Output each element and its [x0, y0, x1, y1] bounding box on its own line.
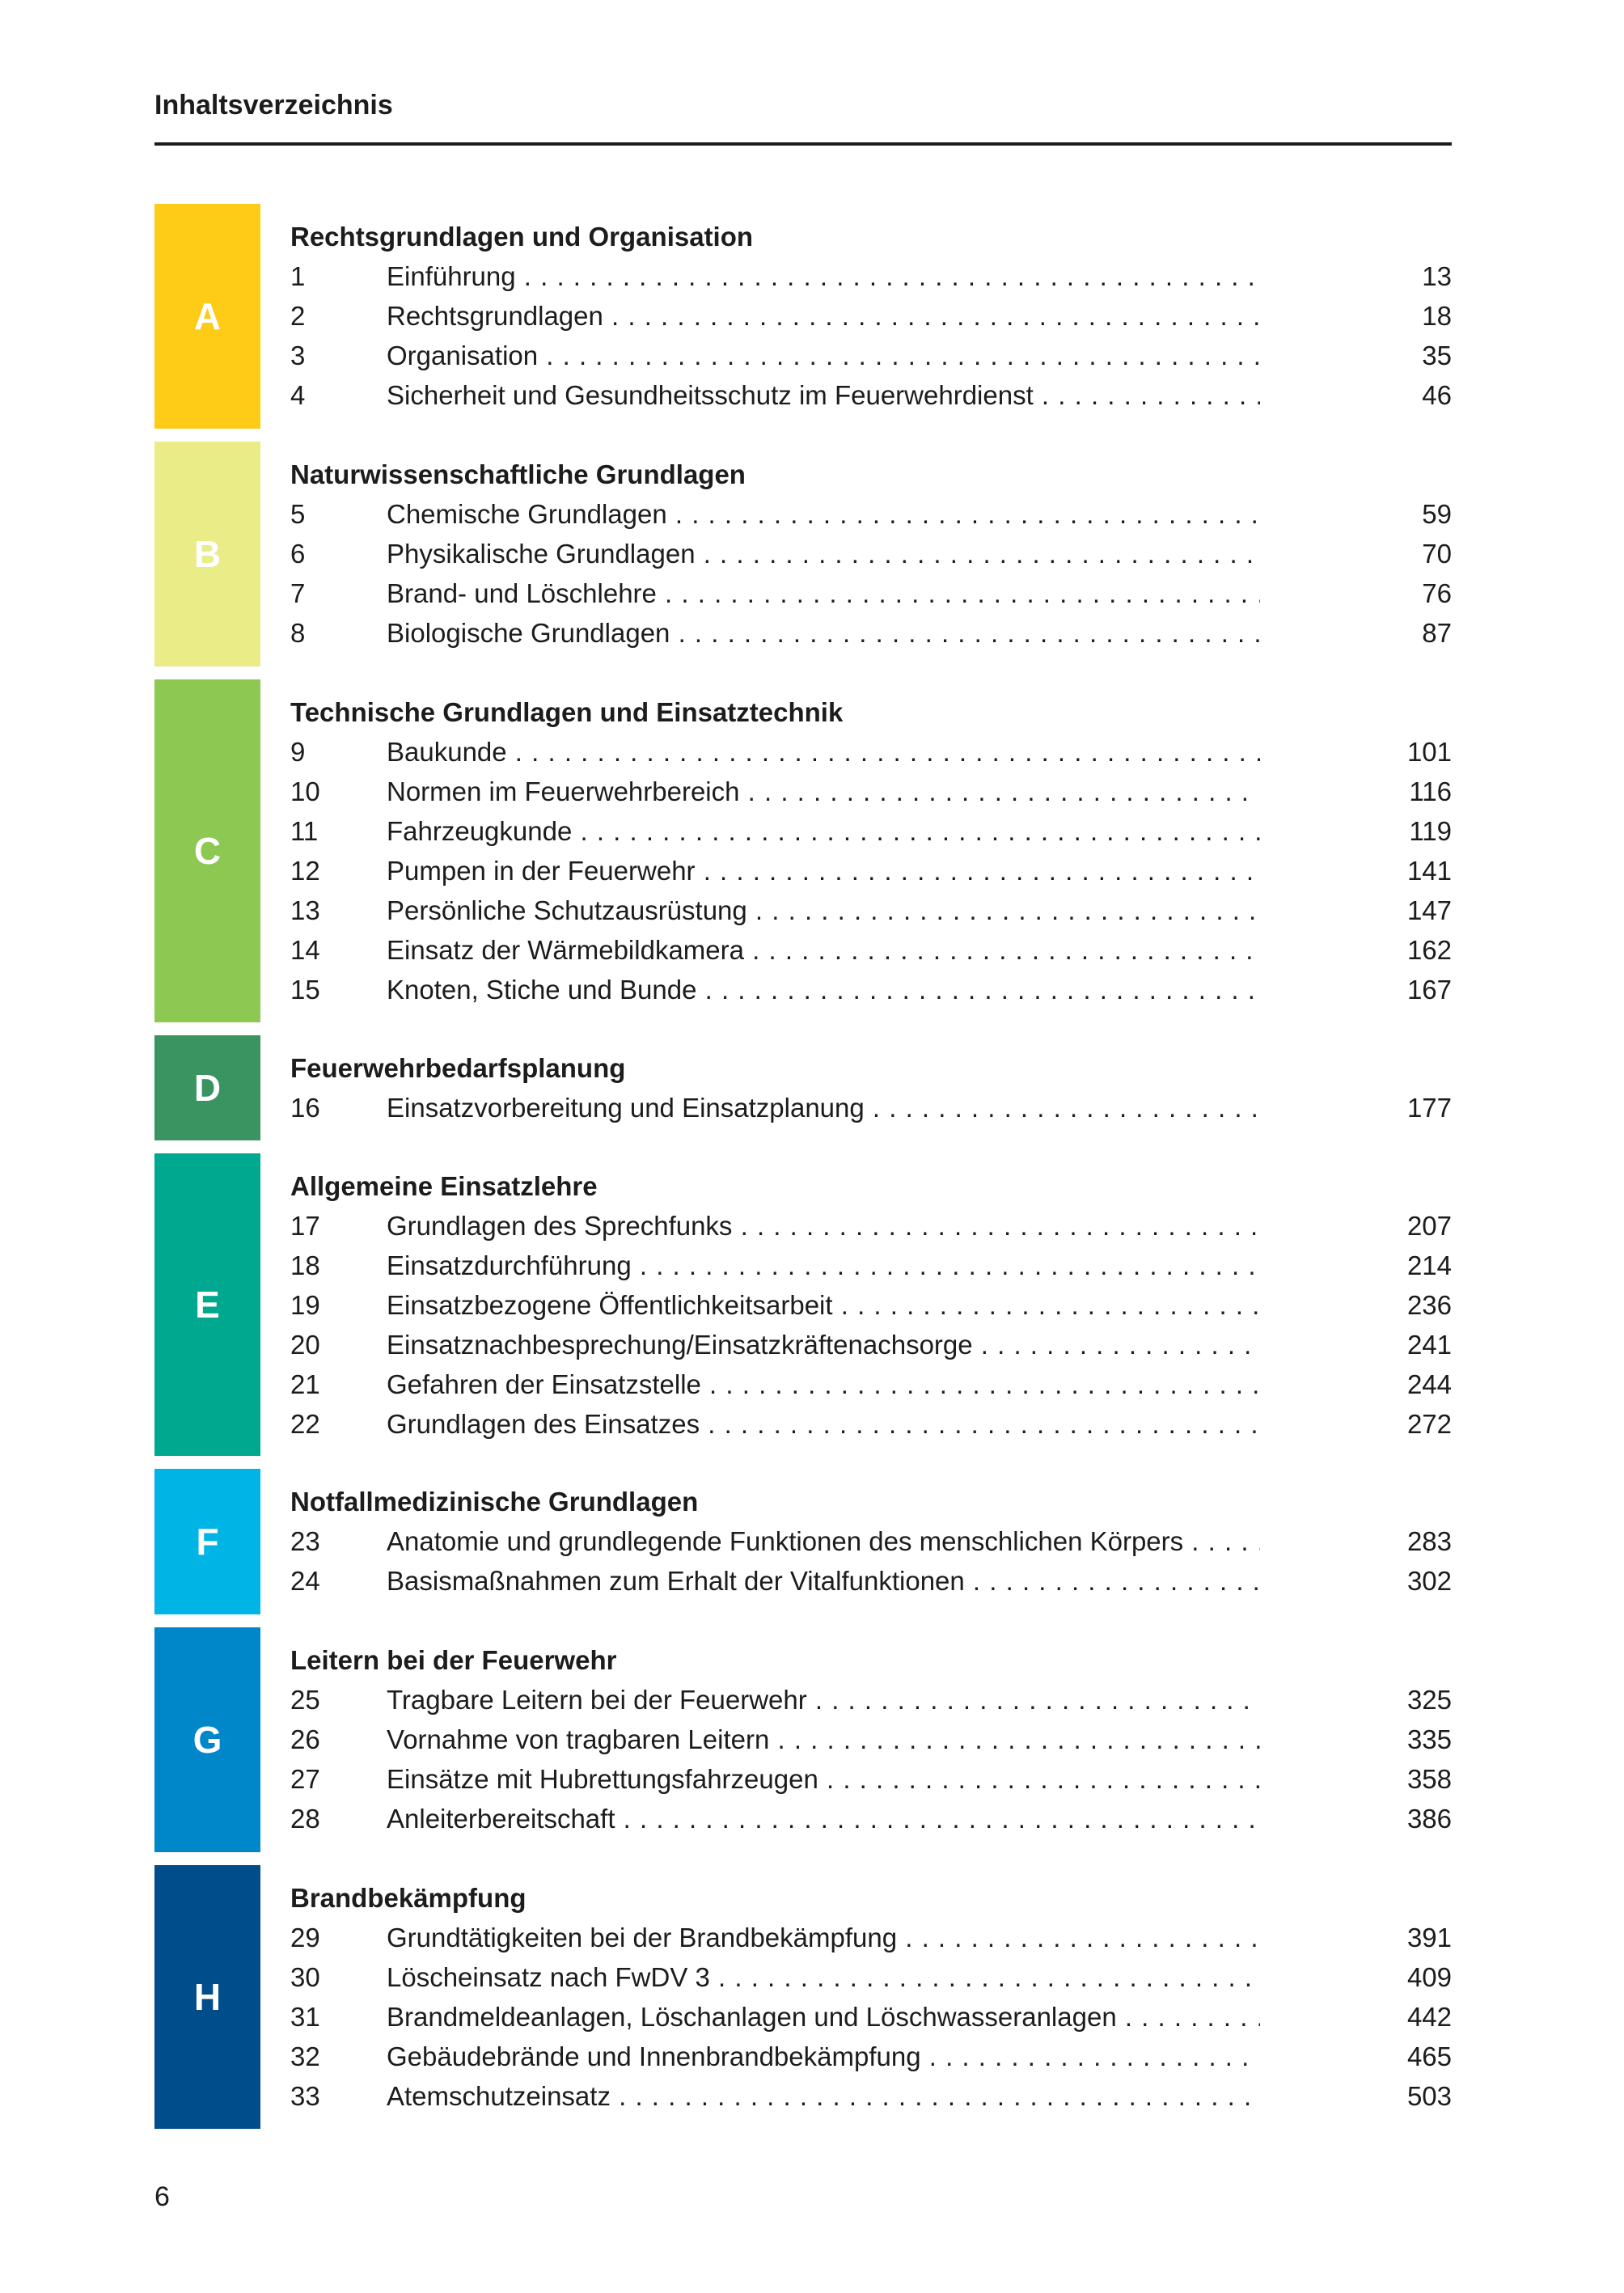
chapter-number: 23: [290, 1526, 320, 1556]
chapter-number: 9: [290, 737, 306, 767]
section-content: [290, 692, 1452, 1009]
toc-entry[interactable]: [290, 1285, 1452, 1325]
chapter-title: Einsatzdurchführung . . .: [387, 1246, 1260, 1285]
page-ref: 141: [1406, 856, 1452, 886]
chapter-title: Knoten, Stiche und Bunde . . .: [387, 970, 1260, 1009]
chapter-title: Vornahme von tragbaren Leitern . . .: [387, 1720, 1260, 1759]
chapter-number: 31: [290, 2002, 320, 2032]
chapter-title: Gefahren der Einsatzstelle . . .: [387, 1364, 1260, 1404]
page-ref: 335: [1406, 1724, 1452, 1754]
page-ref: 207: [1406, 1211, 1452, 1241]
section-tab: [154, 679, 260, 1022]
chapter-number: 5: [290, 499, 306, 529]
chapter-number: 32: [290, 2041, 320, 2071]
page-ref: 272: [1406, 1409, 1452, 1439]
toc-entry[interactable]: [290, 1997, 1452, 2037]
page-ref: 59: [1422, 499, 1452, 529]
section-title: Leitern bei der Feuerwehr: [290, 1645, 617, 1675]
section-letter: E: [195, 1284, 220, 1326]
toc-entry[interactable]: [290, 1246, 1452, 1285]
chapter-title: Biologische Grundlagen . . .: [387, 613, 1260, 653]
chapter-title: Physikalische Grundlagen . . .: [387, 534, 1260, 573]
section-title: Technische Grundlagen und Einsatztechnik: [290, 697, 844, 727]
toc-entry[interactable]: [290, 375, 1452, 415]
chapter-title: Chemische Grundlagen . . .: [387, 494, 1260, 534]
page-ref: 35: [1422, 341, 1452, 370]
chapter-title: Brandmeldeanlagen, Löschanlagen und Löschwasseranlagen . . .: [387, 1997, 1260, 2037]
toc-entry[interactable]: [290, 1720, 1452, 1759]
chapter-title: Grundtätigkeiten bei der Brandbekämpfung . . .: [387, 1918, 1260, 1957]
chapter-number: 22: [290, 1409, 320, 1439]
toc-entry[interactable]: [290, 494, 1452, 534]
page-title: Inhaltsverzeichnis: [154, 90, 393, 121]
toc-entry[interactable]: [290, 1325, 1452, 1364]
page-ref: 391: [1406, 1923, 1452, 1952]
chapter-title: Baukunde . . .: [387, 732, 1260, 772]
page-ref: 325: [1406, 1685, 1452, 1715]
toc-entry[interactable]: [290, 534, 1452, 573]
toc-entry[interactable]: [290, 930, 1452, 970]
page-ref: 241: [1406, 1330, 1452, 1360]
chapter-number: 10: [290, 776, 320, 806]
section-title: Brandbekämpfung: [290, 1883, 527, 1913]
page-ref: 167: [1406, 975, 1452, 1005]
chapter-number: 27: [290, 1764, 320, 1794]
toc-entry[interactable]: [290, 1364, 1452, 1404]
chapter-number: 30: [290, 1962, 320, 1992]
chapter-number: 2: [290, 301, 306, 331]
page-ref: 244: [1406, 1369, 1452, 1399]
section-tab: [154, 442, 260, 666]
toc-entry[interactable]: [290, 732, 1452, 772]
header-rule: [154, 142, 1452, 146]
chapter-title: Atemschutzeinsatz . . .: [387, 2076, 1260, 2116]
page-ref: 18: [1422, 301, 1452, 331]
toc-entry[interactable]: [290, 2076, 1452, 2116]
section-content: [290, 1878, 1452, 2116]
toc-entry[interactable]: [290, 296, 1452, 336]
chapter-title: Anleiterbereitschaft . . .: [387, 1799, 1260, 1838]
chapter-number: 15: [290, 975, 320, 1005]
page-number: 6: [154, 2181, 170, 2212]
section-content: [290, 1482, 1452, 1601]
page-ref: 162: [1406, 935, 1452, 965]
chapter-title: Organisation . . .: [387, 336, 1260, 375]
chapter-title: Fahrzeugkunde . . .: [387, 811, 1260, 851]
chapter-number: 24: [290, 1566, 320, 1596]
section-tab: [154, 1865, 260, 2129]
page-ref: 70: [1422, 539, 1452, 569]
section-tab: [154, 1153, 260, 1456]
section-content: [290, 217, 1452, 415]
chapter-number: 26: [290, 1724, 320, 1754]
page-ref: 302: [1406, 1566, 1452, 1596]
chapter-title: Normen im Feuerwehrbereich . . .: [387, 772, 1260, 811]
chapter-number: 18: [290, 1250, 320, 1280]
chapter-title: Einführung . . .: [387, 256, 1260, 296]
toc-entry[interactable]: [290, 1799, 1452, 1838]
chapter-title: Grundlagen des Sprechfunks . . .: [387, 1206, 1260, 1246]
section-title: Rechtsgrundlagen und Organisation: [290, 222, 754, 252]
section-letter: F: [196, 1521, 219, 1563]
toc-entry[interactable]: [290, 1561, 1452, 1601]
chapter-number: 29: [290, 1923, 320, 1952]
chapter-number: 1: [290, 261, 306, 291]
toc-section-g: [154, 1627, 1452, 1852]
chapter-number: 11: [290, 816, 319, 846]
page-ref: 283: [1406, 1526, 1452, 1556]
chapter-title: Tragbare Leitern bei der Feuerwehr . . .: [387, 1680, 1260, 1720]
section-tab: [154, 1035, 260, 1140]
chapter-title: Grundlagen des Einsatzes . . .: [387, 1404, 1260, 1444]
section-letter: C: [193, 830, 222, 872]
toc-section-d: [154, 1035, 1452, 1140]
section-tab: [154, 204, 260, 429]
toc-section-c: [154, 679, 1452, 1022]
toc-section-h: [154, 1865, 1452, 2129]
page-ref: 358: [1406, 1764, 1452, 1794]
toc-entry[interactable]: [290, 1918, 1452, 1957]
toc-entry[interactable]: [290, 970, 1452, 1009]
page-ref: 177: [1406, 1093, 1452, 1123]
section-content: [290, 1048, 1452, 1127]
chapter-number: 19: [290, 1290, 320, 1320]
section-letter: D: [193, 1067, 222, 1109]
chapter-number: 8: [290, 618, 306, 648]
chapter-title: Einsatznachbesprechung/Einsatzkräftenachsorge . . .: [387, 1325, 1260, 1364]
toc-entry[interactable]: [290, 1206, 1452, 1246]
section-letter: G: [192, 1719, 222, 1761]
section-tab: [154, 1469, 260, 1614]
toc-entry[interactable]: [290, 1404, 1452, 1444]
page-ref: 101: [1406, 737, 1452, 767]
page-ref: 465: [1406, 2041, 1452, 2071]
chapter-number: 14: [290, 935, 320, 965]
section-content: [290, 1640, 1452, 1838]
chapter-number: 16: [290, 1093, 320, 1123]
toc-entry[interactable]: [290, 1957, 1452, 1997]
toc-entry[interactable]: [290, 256, 1452, 296]
chapter-number: 33: [290, 2081, 320, 2111]
chapter-number: 3: [290, 341, 306, 370]
chapter-number: 4: [290, 380, 306, 410]
chapter-number: 21: [290, 1369, 320, 1399]
page-ref: 386: [1406, 1804, 1452, 1834]
chapter-title: Sicherheit und Gesundheitsschutz im Feuerwehrdienst . . .: [387, 375, 1260, 415]
chapter-title: Brand- und Löschlehre . . .: [387, 573, 1260, 613]
toc-entry[interactable]: [290, 1088, 1452, 1127]
toc-section-b: [154, 442, 1452, 666]
section-title: Feuerwehrbedarfsplanung: [290, 1053, 626, 1083]
page-ref: 147: [1406, 895, 1452, 925]
page-ref: 214: [1406, 1250, 1452, 1280]
toc-section-a: [154, 204, 1452, 429]
page-ref: 236: [1406, 1290, 1452, 1320]
chapter-number: 20: [290, 1330, 320, 1360]
page-ref: 442: [1406, 2002, 1452, 2032]
section-title: Allgemeine Einsatzlehre: [290, 1171, 598, 1201]
chapter-title: Einsatzvorbereitung und Einsatzplanung . . .: [387, 1088, 1260, 1127]
toc-entry[interactable]: [290, 891, 1452, 930]
section-letter: B: [193, 533, 222, 575]
toc-entry[interactable]: [290, 1759, 1452, 1799]
chapter-number: 7: [290, 578, 306, 608]
toc-section-f: [154, 1469, 1452, 1614]
toc-entry[interactable]: [290, 573, 1452, 613]
toc-section-e: [154, 1153, 1452, 1456]
chapter-title: Rechtsgrundlagen . . .: [387, 296, 1260, 336]
toc-entry[interactable]: [290, 811, 1452, 851]
chapter-title: Löscheinsatz nach FwDV 3 . . .: [387, 1957, 1260, 1997]
page-ref: 119: [1409, 816, 1452, 846]
chapter-title: Basismaßnahmen zum Erhalt der Vitalfunktionen . . .: [387, 1561, 1260, 1601]
chapter-title: Pumpen in der Feuerwehr . . .: [387, 851, 1260, 891]
toc-entry[interactable]: [290, 772, 1452, 811]
page-ref: 87: [1422, 618, 1452, 648]
page-ref: 76: [1422, 578, 1452, 608]
section-content: [290, 1166, 1452, 1444]
chapter-number: 13: [290, 895, 320, 925]
toc-entry[interactable]: [290, 1521, 1452, 1561]
chapter-title: Einsatzbezogene Öffentlichkeitsarbeit . . .: [387, 1285, 1260, 1325]
section-content: [290, 455, 1452, 653]
toc-entry[interactable]: [290, 336, 1452, 375]
page-ref: 46: [1422, 380, 1452, 410]
chapter-number: 25: [290, 1685, 320, 1715]
section-title: Notfallmedizinische Grundlagen: [290, 1487, 699, 1517]
toc-entry[interactable]: [290, 2037, 1452, 2076]
page-ref: 13: [1422, 261, 1452, 291]
chapter-title: Persönliche Schutzausrüstung . . .: [387, 891, 1260, 930]
toc-entry[interactable]: [290, 613, 1452, 653]
chapter-title: Anatomie und grundlegende Funktionen des menschlichen Körpers . . .: [387, 1521, 1260, 1561]
toc-entry[interactable]: [290, 1680, 1452, 1720]
section-tab: [154, 1627, 260, 1852]
toc-entry[interactable]: [290, 851, 1452, 891]
section-letter: A: [193, 295, 222, 337]
section-letter: H: [193, 1976, 222, 2018]
chapter-number: 17: [290, 1211, 320, 1241]
page-ref: 116: [1409, 776, 1452, 806]
page-ref: 503: [1406, 2081, 1452, 2111]
chapter-title: Einsatz der Wärmebildkamera . . .: [387, 930, 1260, 970]
chapter-number: 12: [290, 856, 320, 886]
chapter-title: Gebäudebrände und Innenbrandbekämpfung . . .: [387, 2037, 1260, 2076]
section-title: Naturwissenschaftliche Grundlagen: [290, 459, 746, 489]
page-ref: 409: [1406, 1962, 1452, 1992]
chapter-title: Einsätze mit Hubrettungsfahrzeugen . . .: [387, 1759, 1260, 1799]
chapter-number: 28: [290, 1804, 320, 1834]
chapter-number: 6: [290, 539, 306, 569]
